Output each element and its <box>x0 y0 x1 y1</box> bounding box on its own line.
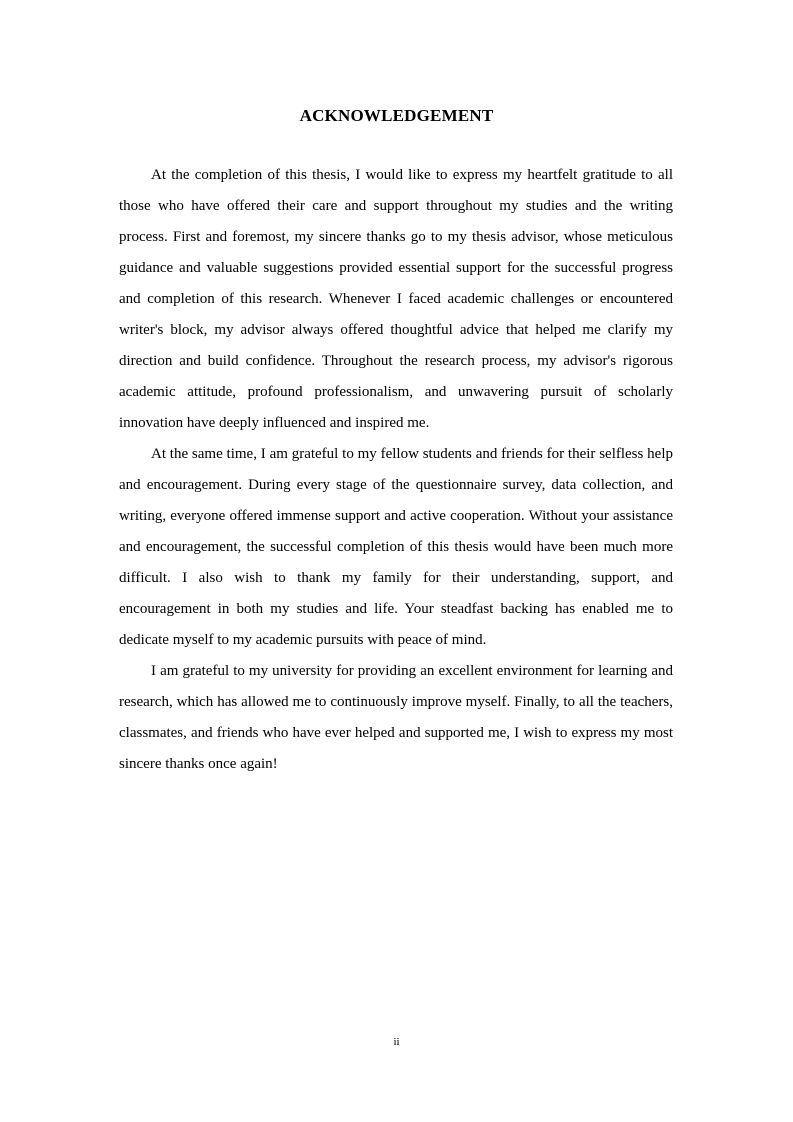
acknowledgement-body <box>119 160 673 780</box>
page-number: ii <box>393 1036 400 1048</box>
paragraph-1: At the completion of this thesis, I would like to express my heartfelt gratitude to all those who have offered their care and support throughout my studies and the writing process. First and foremost, my sincere thanks go to my thesis advisor, whose meticulous guidance and valuable suggestions provided essential support for the successful progress and completion of this research. Whenever I faced academic challenges or encountered writer's block, my advisor always offered thoughtful advice that helped me clarify my direction and build confidence. Throughout the research process, my advisor's rigorous academic attitude, profound professionalism, and unwavering pursuit of scholarly innovation have deeply influenced and inspired me. <box>119 167 673 431</box>
page-title: ACKNOWLEDGEMENT <box>299 106 494 125</box>
paragraph-3: I am grateful to my university for providing an excellent environment for learning and research, which has allowed me to continuously improve myself. Finally, to all the teachers, classmates, and friends who have ever helped and supported me, I wish to express my most sincere thanks once again! <box>119 663 673 772</box>
paragraph-2: At the same time, I am grateful to my fellow students and friends for their selfless help and encouragement. During every stage of the questionnaire survey, data collection, and writing, everyone offered immense support and active cooperation. Without your assistance and encouragement, the successful completion of this thesis would have been much more difficult. I also wish to thank my family for their understanding, support, and encouragement in both my studies and life. Your steadfast backing has enabled me to dedicate myself to my academic pursuits with peace of mind. <box>119 446 673 648</box>
